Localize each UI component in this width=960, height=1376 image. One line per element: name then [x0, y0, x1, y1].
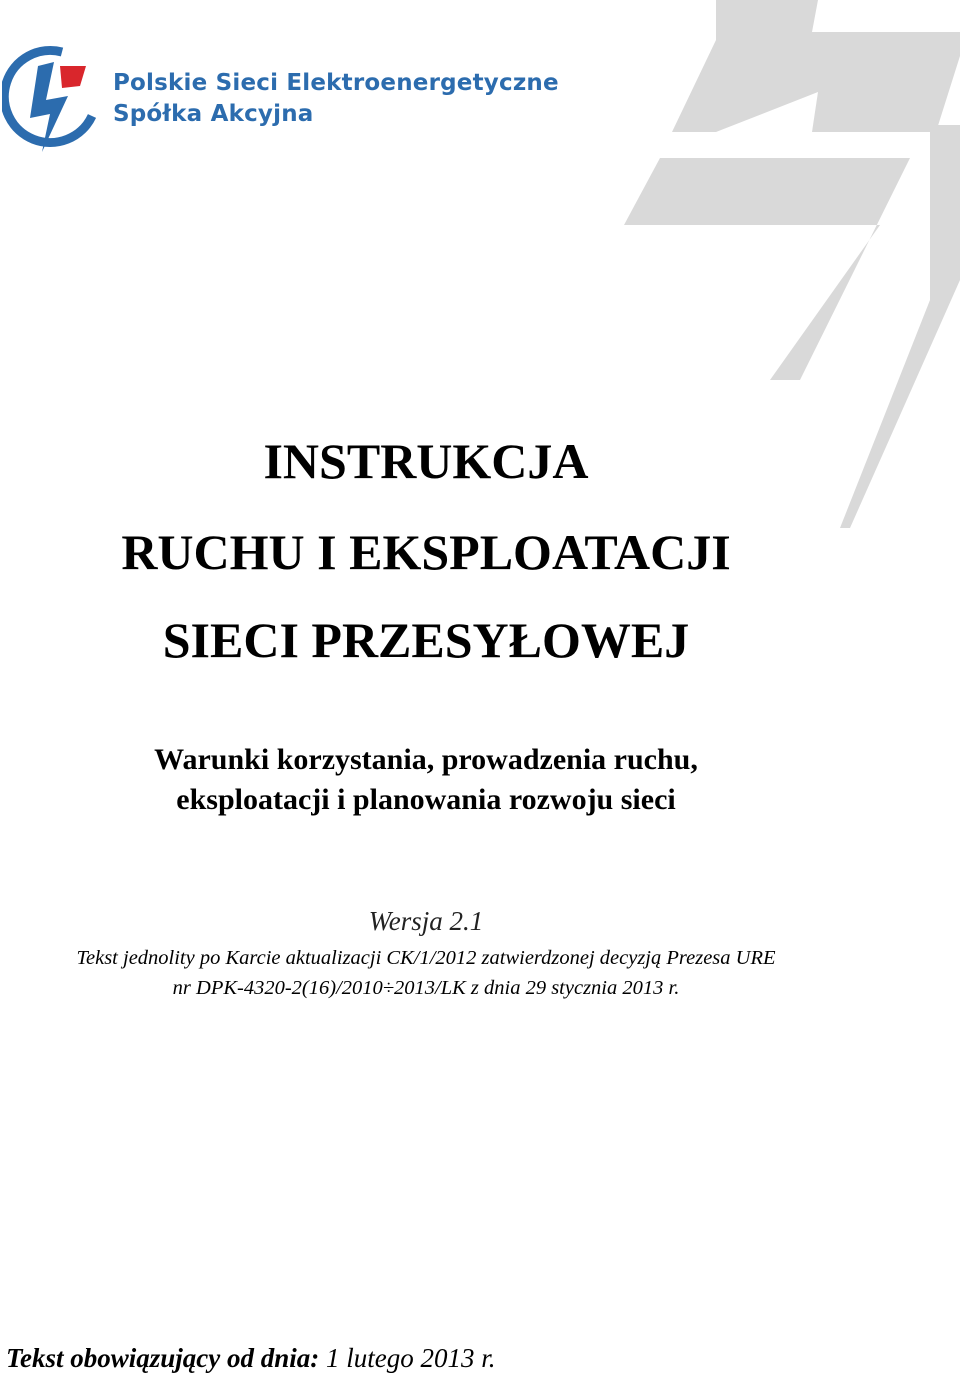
subtitle-line-1: Warunki korzystania, prowadzenia ruchu,: [154, 743, 698, 776]
document-title: [0, 432, 852, 669]
subtitle-line-2: eksploatacji i planowania rozwoju sieci: [176, 783, 676, 816]
company-name: [113, 68, 559, 130]
pse-lightning-logo-icon: [2, 44, 102, 160]
version-label: Wersja 2.1: [368, 906, 484, 936]
consolidated-line-1: Tekst jednolity po Karcie aktualizacji CK/1/2012 zatwierdzonej decyzją Prezesa URE: [76, 947, 776, 969]
document-subtitle: [0, 740, 852, 820]
effective-date-value: 1 lutego 2013 r.: [326, 1343, 496, 1373]
consolidated-line-2: nr DPK-4320-2(16)/2010÷2013/LK z dnia 29 stycznia 2013 r.: [172, 977, 680, 999]
effective-date-line: [6, 1340, 496, 1376]
effective-date-label: Tekst obowiązujący od dnia:: [6, 1343, 320, 1373]
consolidated-text-note: [0, 943, 852, 1003]
company-name-line-1: Polskie Sieci Elektroenergetyczne: [113, 70, 559, 96]
title-line-3: SIECI PRZESYŁOWEJ: [162, 612, 690, 668]
title-line-2: RUCHU I EKSPLOATACJI: [121, 524, 731, 580]
title-line-1: INSTRUKCJA: [263, 433, 589, 489]
company-name-line-2: Spółka Akcyjna: [113, 101, 314, 127]
